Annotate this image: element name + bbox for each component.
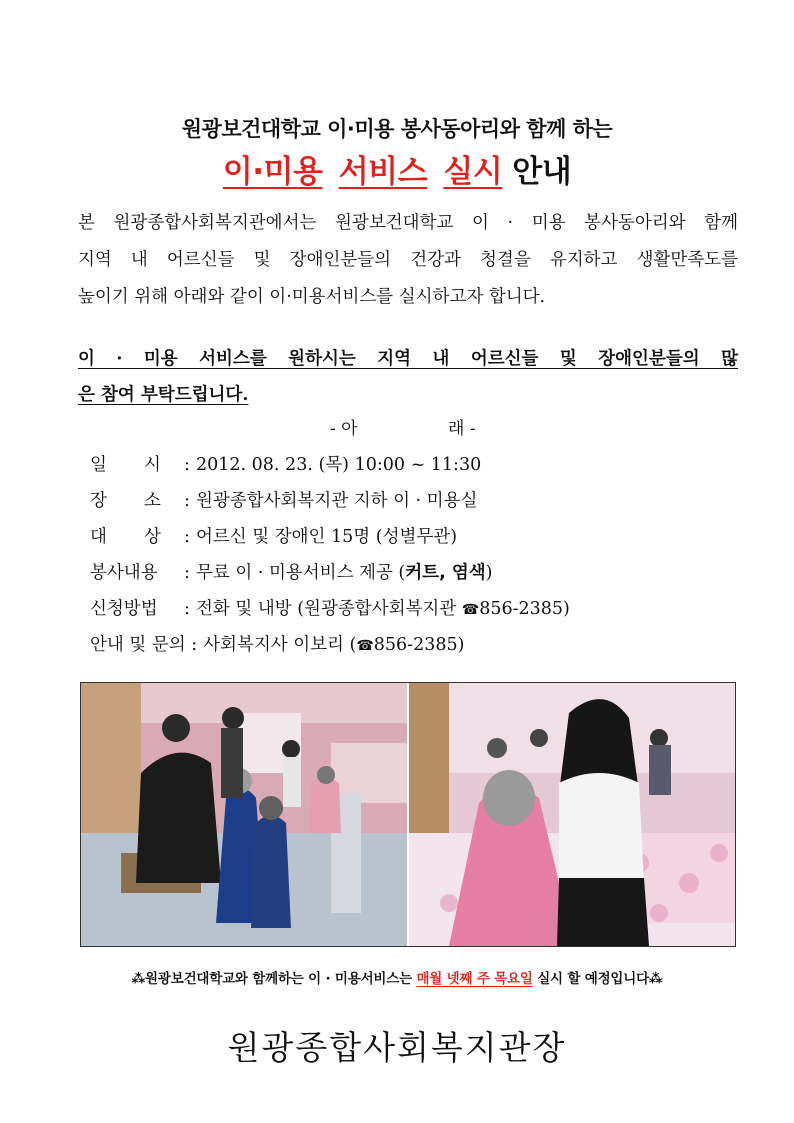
detail-label: 봉사내용 [90,563,158,583]
detail-row-target [90,522,457,552]
participation-notice [78,341,738,413]
colon: : [184,491,190,511]
intro-line: 지역 내 어르신들 및 장애인분들의 건강과 청결을 유지하고 생활만족도를 [78,250,738,270]
phone-number: 856-2385) [373,635,465,655]
detail-label: 일 시 [90,455,161,475]
detail-label: 장 소 [90,491,161,511]
detail-value: 전화 및 내방 (원광종합사회복지관 [196,599,462,619]
title-part-guide: 안내 [512,154,572,190]
monthly-schedule-notice [0,967,794,987]
schedule-text: ⁂원광보건대학교와 함께하는 이 · 미용서비스는 [131,971,417,987]
colon: : [184,599,190,619]
detail-row-apply [90,594,570,624]
detail-value: 사회복지사 이보리 ( [203,635,357,655]
section-heading-left: - 아 [330,419,358,439]
detail-label: 신청방법 [90,599,158,619]
page-title [0,146,794,191]
title-part-service: 서비스 [338,154,428,190]
schedule-highlight: 매월 넷째 주 목요일 [416,971,533,987]
detail-label: 대 상 [90,527,161,547]
detail-row-date [90,450,481,480]
detail-value: 무료 이 · 미용서비스 제공 ( [196,563,406,583]
detail-row-place [90,486,477,516]
schedule-text: 실시 할 예정입니다⁂ [532,971,663,987]
detail-label: 안내 및 문의 : [90,635,198,655]
notice-line: 은 참여 부탁드립니다. [78,385,249,405]
detail-value: 어르신 및 장애인 15명 (성별무관) [196,527,458,547]
signature: 원광종합사회복지관장 [227,1028,567,1067]
detail-value: 원광종합사회복지관 지하 이 · 미용실 [196,491,478,511]
section-heading-right: 래 - [448,419,476,439]
detail-value: ) [485,563,493,583]
title-part-conduct: 실시 [443,154,503,190]
photo-haircut-left [81,683,407,946]
photo-haircut-right [409,683,735,946]
phone-number: 856-2385) [479,599,570,619]
intro-line: 본 원광종합사회복지관에서는 원광보건대학교 이 · 미용 봉사동아리와 함께 [78,213,738,233]
colon: : [184,563,190,583]
detail-row-inquiry [90,630,464,660]
detail-row-content [90,558,492,588]
title-part-beauty: 이·미용 [222,154,323,190]
notice-line: 이 · 미용 서비스를 원하시는 지역 내 어르신들 및 장애인분들의 많 [78,349,738,369]
intro-line: 높이기 위해 아래와 같이 이·미용서비스를 실시하고자 합니다. [78,287,546,307]
phone-icon: ☎ [461,602,480,618]
activity-photos [80,682,736,947]
detail-value-bold: 커트, 염색 [405,563,486,583]
colon: : [184,455,190,475]
colon: : [184,527,190,547]
intro-paragraph [78,205,738,316]
detail-value: 2012. 08. 23. (목) 10:00 ~ 11:30 [196,455,482,475]
phone-icon: ☎ [356,638,374,654]
subtitle: 원광보건대학교 이·미용 봉사동아리와 함께 하는 [181,117,613,141]
